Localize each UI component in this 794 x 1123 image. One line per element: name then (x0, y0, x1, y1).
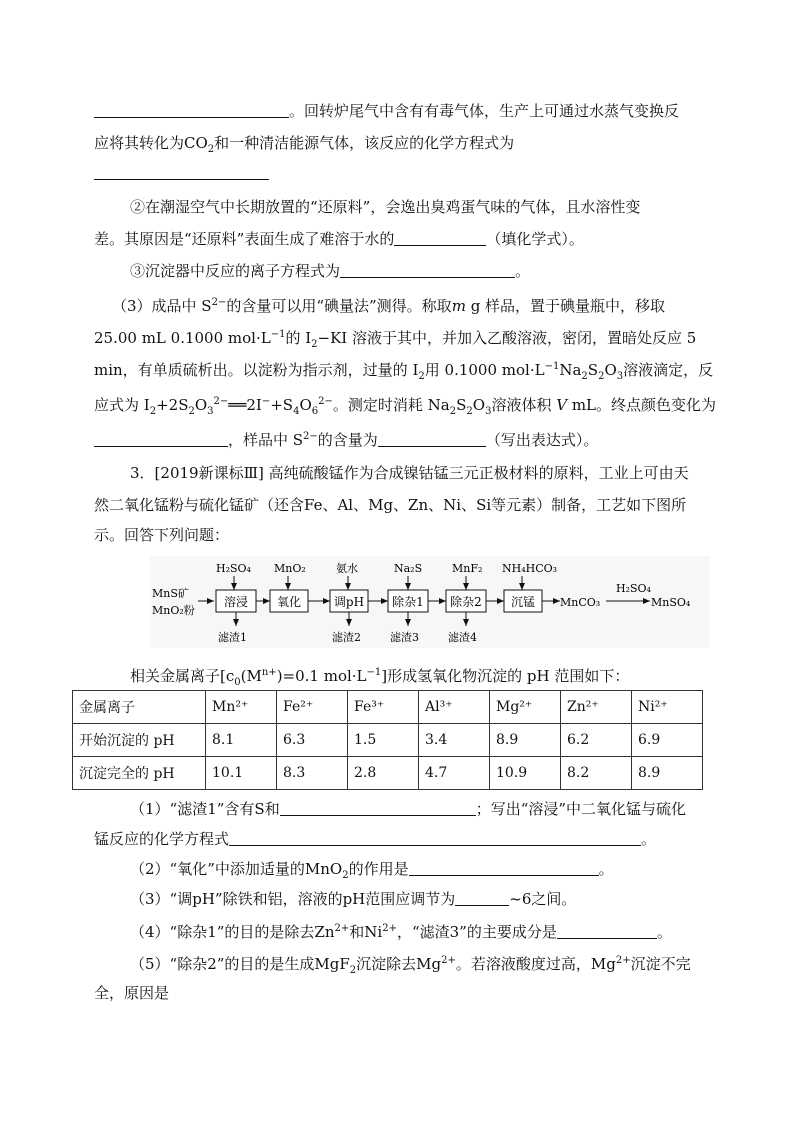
subscript: 4 (293, 406, 300, 417)
text-run: （填化学式）。 (486, 230, 584, 248)
residue-label: 滤渣3 (390, 631, 419, 644)
text-line (130, 260, 530, 282)
text-run: ~6之间。 (509, 890, 577, 908)
subscript: 2 (149, 406, 157, 417)
text-run: 沉淀不完 (630, 955, 691, 973)
text-run: （5）“除杂2”的目的是生成MgF (130, 955, 350, 973)
text-line (130, 858, 614, 887)
text-run: （2）“氧化”中添加适量的MnO (130, 860, 343, 878)
text-run: −KI 溶液于其中，并加入乙酸溶液，密闭，置暗处反应 5 (317, 329, 697, 347)
text-run: 。 (656, 923, 672, 941)
superscript: n+ (261, 667, 277, 678)
text-run: 锰反应的化学方程式 (94, 830, 230, 848)
superscript: 2− (213, 396, 229, 407)
text-run: （写出表达式）。 (485, 431, 599, 449)
variable: V (551, 396, 568, 414)
subscript: 2 (581, 371, 588, 382)
answer-blank (280, 799, 476, 816)
answer-blank (94, 163, 269, 180)
subscript: 2 (466, 406, 473, 417)
superscript: −1 (270, 329, 286, 340)
text-line (130, 462, 689, 484)
subscript: 0 (234, 677, 241, 688)
answer-blank (409, 859, 599, 876)
text-line (94, 100, 679, 122)
reagent-label: H₂SO₄ (216, 562, 251, 575)
superscript: 2− (211, 297, 227, 308)
superscript: 2+ (382, 923, 397, 934)
text-run: 。若溶液酸度过高，Mg (455, 955, 616, 973)
text-run: 溶液滴定，反 (623, 361, 714, 379)
text-line (112, 292, 665, 317)
process-flow-diagram (150, 556, 710, 648)
text-line (94, 391, 716, 423)
answer-blank (340, 261, 515, 278)
text-run: ，“滤渣3”的主要成分是 (396, 923, 557, 941)
superscript: −1 (366, 667, 382, 678)
table-cell: 8.9 (632, 757, 703, 790)
text-line (130, 798, 686, 820)
reagent-label: Na₂S (394, 562, 423, 575)
table-header-cell: Fe²⁺ (277, 691, 348, 724)
subscript: 2 (449, 406, 457, 417)
text-run: 相关金属离子[c (130, 667, 235, 685)
text-run: 。 (515, 262, 531, 280)
text-run: 的含量为 (317, 431, 378, 449)
subscript: 2 (207, 144, 215, 155)
text-run: （4）“除杂1”的目的是除去Zn (130, 923, 335, 941)
text-run: ══2I (228, 396, 262, 414)
text-run: 。 (598, 860, 614, 878)
text-run: O (194, 396, 208, 414)
step-label: 溶浸 (223, 595, 249, 609)
subscript: 2 (418, 371, 425, 382)
table-cell: 8.1 (206, 724, 277, 757)
table-cell: 2.8 (348, 757, 419, 790)
text-line (130, 888, 576, 910)
text-line (94, 324, 696, 356)
input-label: MnO₂粉 (152, 604, 195, 617)
text-line (94, 426, 598, 451)
text-run: Na (559, 361, 582, 379)
text-line (94, 132, 514, 161)
text-run: 。测定时消耗 Na (332, 396, 450, 414)
text-run: 的含量可以用“碘量法”测得。称取 (226, 297, 452, 315)
residue-label: 滤渣1 (218, 631, 247, 644)
answer-blank (455, 889, 509, 906)
table-cell: 开始沉淀的 pH (73, 724, 206, 757)
text-run: 然二氧化锰粉与硫化锰矿（还含Fe、Al、Mg、Zn、Ni、Si等元素）制备，工艺如下图所 (94, 496, 687, 514)
table-cell: 3.4 (419, 724, 490, 757)
text-run: 应将其转化为CO (94, 134, 208, 152)
text-line (94, 228, 584, 250)
answer-blank (394, 229, 486, 246)
subscript: 3 (616, 371, 624, 382)
superscript: 2− (318, 396, 333, 407)
text-run: O (299, 396, 312, 414)
table-cell: 8.2 (561, 757, 632, 790)
superscript: 2+ (441, 955, 456, 966)
text-run: ]形成氢氧化物沉淀的 pH 范围如下： (381, 667, 630, 685)
text-run: 全，原因是 (94, 984, 170, 1002)
table-header-cell: 金属离子 (73, 691, 206, 724)
residue-label: 滤渣4 (448, 631, 477, 644)
text-line (94, 162, 269, 184)
answer-blank (94, 430, 228, 447)
product-label: MnCO₃ (560, 596, 601, 609)
text-run: 用 0.1000 mol·L (424, 361, 545, 379)
table-cell: 10.1 (206, 757, 277, 790)
text-run: 应式为 I (94, 396, 150, 414)
variable: m (451, 297, 466, 315)
table-header-cell: Al³⁺ (419, 691, 490, 724)
text-run: 。回转炉尾气中含有有毒气体，生产上可通过水蒸气变换反 (289, 102, 680, 120)
table-cell: 6.2 (561, 724, 632, 757)
subscript: 3 (207, 406, 214, 417)
product-label: MnSO₄ (651, 596, 691, 609)
subscript: 2 (311, 339, 318, 350)
text-run: （1）“滤渣1”含有S和 (130, 800, 280, 818)
step-label: 调pH (333, 595, 365, 609)
text-run: +S (270, 396, 294, 414)
table-cell: 8.9 (490, 724, 561, 757)
text-run: 和一种清洁能源气体，该反应的化学方程式为 (214, 134, 515, 152)
text-run: 的作用是 (348, 860, 409, 878)
answer-blank (378, 430, 486, 447)
text-run: O (604, 361, 617, 379)
table-header-cell: Fe³⁺ (348, 691, 419, 724)
table-cell: 8.3 (277, 757, 348, 790)
subscript: 2 (188, 406, 195, 417)
text-run: O (472, 396, 486, 414)
superscript: 2+ (615, 955, 631, 966)
superscript: − (261, 396, 271, 407)
subscript: 2 (342, 870, 349, 881)
table-header-cell: Mn²⁺ (206, 691, 277, 724)
text-run: ；写出“溶浸”中二氧化锰与硫化 (475, 800, 687, 818)
ph-table (72, 690, 703, 790)
table-cell: 6.9 (632, 724, 703, 757)
superscript: −1 (544, 361, 560, 372)
text-run: 差。其原因是“还原料”表面生成了难溶于水的 (94, 230, 395, 248)
text-run: min，有单质硫析出。以淀粉为指示剂，过量的 I (94, 361, 419, 379)
text-run: S (456, 396, 467, 414)
text-run: 的 I (285, 329, 312, 347)
reagent-label: NH₄HCO₃ (502, 562, 558, 575)
step-label: 除杂1 (392, 595, 424, 609)
text-run: ②在潮湿空气中长期放置的“还原料”，会逸出臭鸡蛋气味的气体，且水溶性变 (130, 198, 641, 216)
table-header-cell: Mg²⁺ (490, 691, 561, 724)
text-line (94, 356, 713, 388)
text-run: ③沉淀器中反应的离子方程式为 (130, 262, 341, 280)
table-cell: 6.3 (277, 724, 348, 757)
superscript: 2+ (334, 923, 350, 934)
text-run: +2S (156, 396, 189, 414)
table-cell: 1.5 (348, 724, 419, 757)
text-run: S (587, 361, 599, 379)
text-line (130, 950, 691, 982)
text-run: 示。回答下列问题： (94, 526, 230, 544)
text-line (94, 524, 229, 546)
reagent-label: MnF₂ (452, 562, 483, 575)
subscript: 2 (349, 965, 357, 976)
text-run: 沉淀除去Mg (356, 955, 442, 973)
problem-heading: 3．[2019新课标Ⅲ] 高纯硫酸锰作为合成镍钴锰三元正极材料的原料，工业上可由天 (130, 464, 689, 482)
text-run: g 样品，置于碘量瓶中，移取 (465, 297, 666, 315)
text-run: 25.00 mL 0.1000 mol·L (94, 329, 271, 347)
table-cell: 10.9 (490, 757, 561, 790)
text-line (130, 918, 672, 943)
text-line (94, 982, 169, 1004)
table-header-cell: Ni²⁺ (632, 691, 703, 724)
text-run: mL。终点颜色变化为 (567, 396, 717, 414)
reagent-label: 氨水 (336, 562, 358, 575)
subscript: 2 (598, 371, 605, 382)
table-cell: 沉淀完全的 pH (73, 757, 206, 790)
table-cell: 4.7 (419, 757, 490, 790)
reagent-label: MnO₂ (274, 562, 306, 575)
text-line (130, 196, 640, 218)
table-header-row (73, 691, 703, 724)
text-run: （3）成品中 S (112, 297, 212, 315)
flow-svg (150, 556, 710, 648)
text-run: 溶液体积 (491, 396, 552, 414)
table-header-cell: Zn²⁺ (561, 691, 632, 724)
answer-blank (557, 922, 657, 939)
residue-label: 滤渣2 (332, 631, 361, 644)
superscript: 2− (303, 431, 318, 442)
step-label: 氧化 (276, 595, 302, 609)
text-run: 和Ni (349, 923, 383, 941)
text-run: ，样品中 S (228, 431, 304, 449)
answer-blank (94, 101, 289, 118)
text-run: (M (240, 667, 262, 685)
step-label: 沉锰 (510, 595, 536, 609)
subscript: 6 (311, 406, 319, 417)
text-run: 。 (641, 830, 657, 848)
text-run: )=0.1 mol·L (276, 667, 367, 685)
table-row (73, 757, 703, 790)
text-line (94, 494, 686, 516)
step-label: 除杂2 (450, 595, 482, 609)
input-label: MnS矿 (152, 587, 189, 600)
reagent-label: H₂SO₄ (616, 582, 651, 595)
text-run: （3）“调pH”除铁和铝，溶液的pH范围应调节为 (130, 890, 456, 908)
answer-blank (229, 829, 641, 846)
subscript: 3 (485, 406, 492, 417)
table-row (73, 724, 703, 757)
text-line (94, 828, 656, 850)
